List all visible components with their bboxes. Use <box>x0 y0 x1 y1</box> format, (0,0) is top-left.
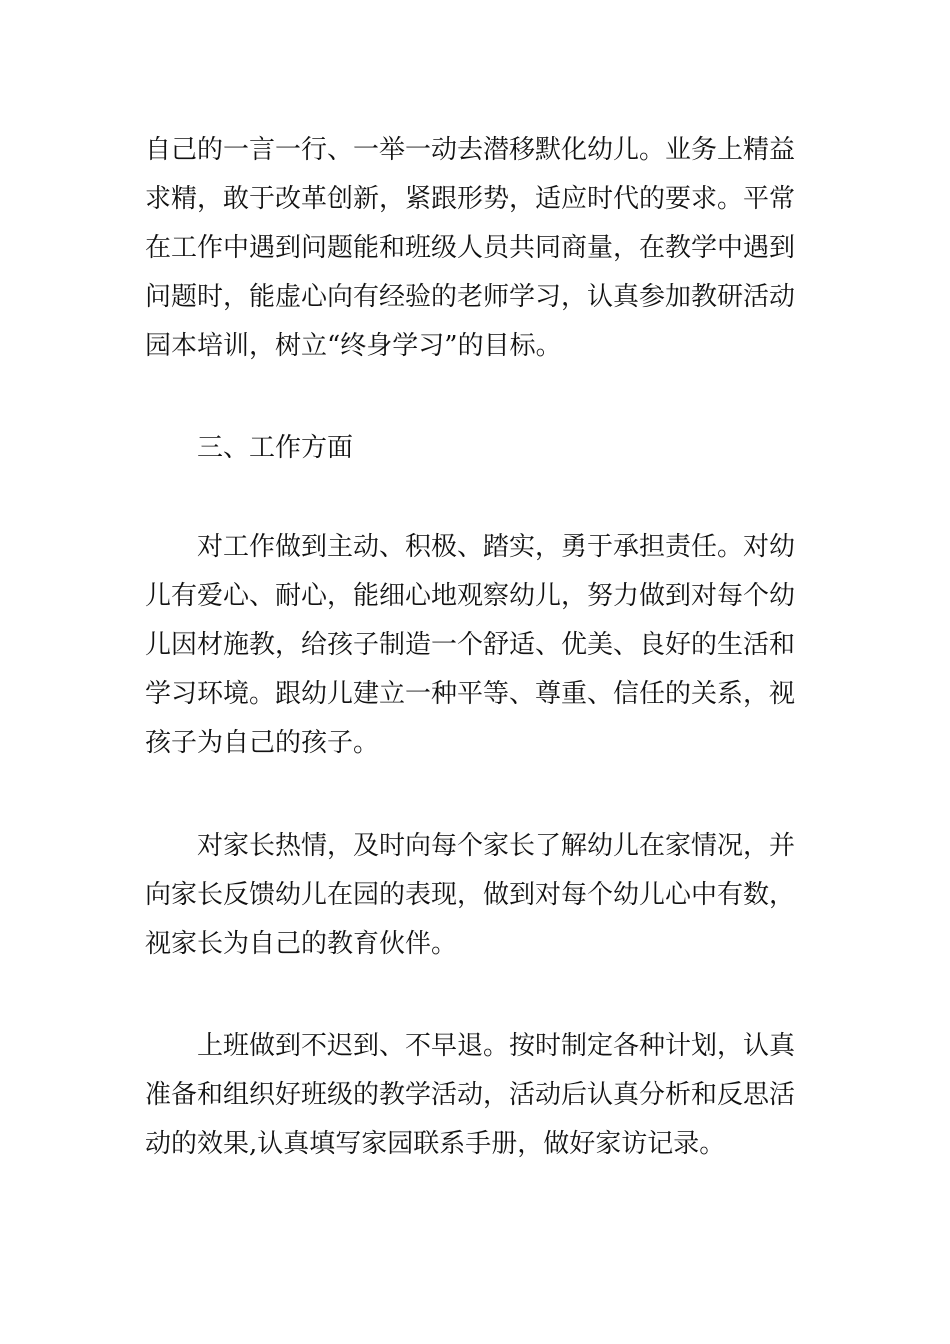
paragraph-3 <box>145 822 810 969</box>
paragraph-line: 向家长反馈幼儿在园的表现，做到对每个幼儿心中有数， <box>145 880 796 910</box>
paragraph-line: 儿因材施教，给孩子制造一个舒适、优美、良好的生活和 <box>145 630 796 660</box>
paragraph-line: 求精，敢于改革创新，紧跟形势，适应时代的要求。平常 <box>145 184 796 214</box>
paragraph-line: 视家长为自己的教育伙伴。 <box>145 929 458 959</box>
paragraph-line: 准备和组织好班级的教学活动，活动后认真分析和反思活 <box>145 1080 796 1110</box>
paragraph-line: 学习环境。跟幼儿建立一种平等、尊重、信任的关系，视 <box>145 679 796 709</box>
paragraph-line: 动的效果,认真填写家园联系手册，做好家访记录。 <box>145 1129 726 1159</box>
paragraph-line: 问题时，能虚心向有经验的老师学习，认真参加教研活动 <box>145 282 796 312</box>
paragraph-4 <box>145 1022 810 1169</box>
paragraph-line: 儿有爱心、耐心，能细心地观察幼儿，努力做到对每个幼 <box>145 581 796 611</box>
section-heading-block <box>145 424 810 473</box>
paragraph-2 <box>145 523 810 768</box>
paragraph-line: 对工作做到主动、积极、踏实，勇于承担责任。对幼 <box>197 532 796 562</box>
paragraph-1 <box>145 126 810 371</box>
paragraph-line: 孩子为自己的孩子。 <box>145 728 380 758</box>
paragraph-line: 园本培训，树立“终身学习”的目标。 <box>145 331 562 361</box>
paragraph-line: 自己的一言一行、一举一动去潜移默化幼儿。业务上精益 <box>145 135 796 165</box>
section-heading: 三、工作方面 <box>197 433 354 463</box>
paragraph-line: 在工作中遇到问题能和班级人员共同商量，在教学中遇到 <box>145 233 796 263</box>
paragraph-line: 上班做到不迟到、不早退。按时制定各种计划，认真 <box>197 1031 796 1061</box>
paragraph-line: 对家长热情，及时向每个家长了解幼儿在家情况，并 <box>197 831 796 861</box>
